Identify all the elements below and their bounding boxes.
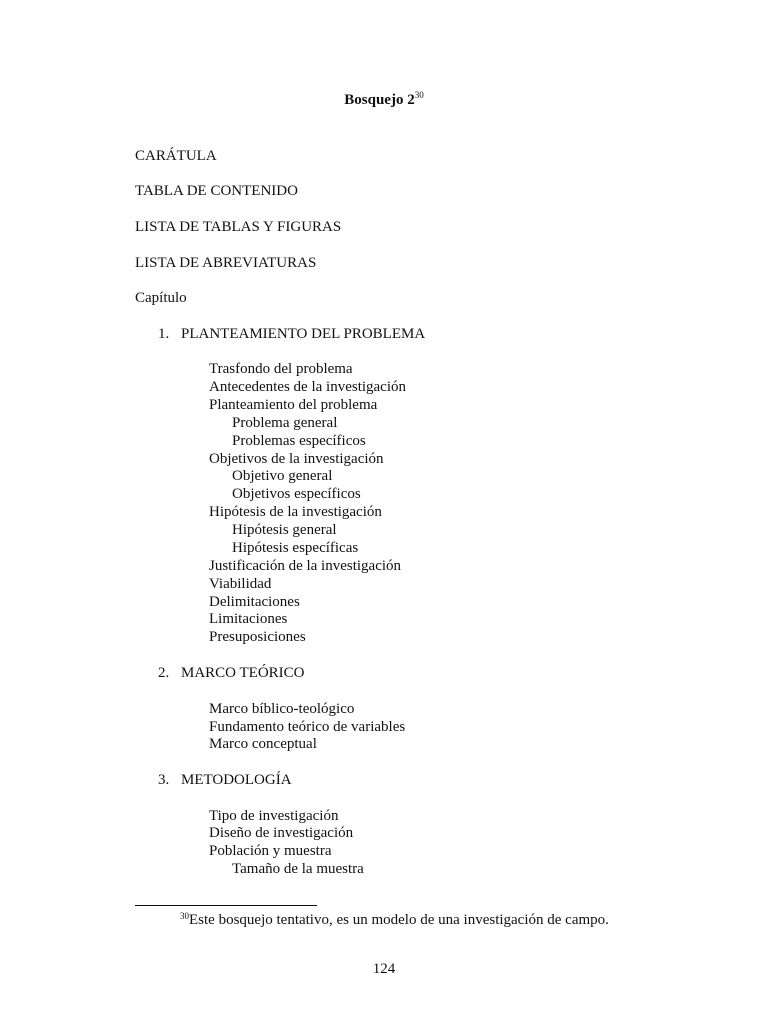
outline-item: Marco bíblico-teológico [209, 701, 355, 717]
outline-subitem: Objetivos específicos [232, 486, 361, 502]
chapter-2-number: 2. [158, 665, 170, 681]
document-title [0, 90, 768, 108]
chapter-2-title: MARCO TEÓRICO [181, 665, 305, 681]
outline-item: Fundamento teórico de variables [209, 719, 406, 735]
outline-subitem: Hipótesis específicas [232, 540, 359, 556]
front-matter-lista-tablas: LISTA DE TABLAS Y FIGURAS [135, 219, 342, 235]
outline-item: Hipótesis de la investigación [209, 504, 382, 520]
outline-item: Marco conceptual [209, 736, 317, 752]
chapter-1-title: PLANTEAMIENTO DEL PROBLEMA [181, 326, 426, 342]
outline-subitem: Tamaño de la muestra [232, 861, 364, 877]
outline-item: Justificación de la investigación [209, 558, 402, 574]
footnote-marker: 30 [180, 911, 189, 921]
footnote-separator [135, 905, 317, 906]
outline-item: Presuposiciones [209, 629, 306, 645]
chapter-3-title: METODOLOGÍA [181, 772, 292, 788]
outline-subitem: Hipótesis general [232, 522, 337, 538]
front-matter-caratula: CARÁTULA [135, 148, 217, 164]
outline-item: Objetivos de la investigación [209, 451, 384, 467]
outline-item: Trasfondo del problema [209, 361, 353, 377]
chapter-heading: Capítulo [135, 290, 187, 306]
outline-subitem: Problemas específicos [232, 433, 366, 449]
footnote-text: Este bosquejo tentativo, es un modelo de una investigación de campo. [189, 912, 609, 928]
outline-subitem: Problema general [232, 415, 338, 431]
outline-item: Viabilidad [209, 576, 272, 592]
outline-subitem: Objetivo general [232, 468, 333, 484]
chapter-1-number: 1. [158, 326, 170, 342]
outline-item: Diseño de investigación [209, 825, 354, 841]
outline-item: Planteamiento del problema [209, 397, 378, 413]
outline-item: Población y muestra [209, 843, 332, 859]
title-text: Bosquejo 2 [344, 92, 415, 108]
outline-item: Tipo de investigación [209, 808, 339, 824]
chapter-3-number: 3. [158, 772, 170, 788]
footnote [180, 913, 609, 928]
outline-item: Delimitaciones [209, 594, 300, 610]
outline-item: Limitaciones [209, 611, 288, 627]
front-matter-tabla-contenido: TABLA DE CONTENIDO [135, 183, 298, 199]
front-matter-lista-abreviaturas: LISTA DE ABREVIATURAS [135, 255, 317, 271]
title-footnote-marker: 30 [414, 90, 424, 100]
page-number: 124 [372, 961, 396, 977]
outline-item: Antecedentes de la investigación [209, 379, 407, 395]
